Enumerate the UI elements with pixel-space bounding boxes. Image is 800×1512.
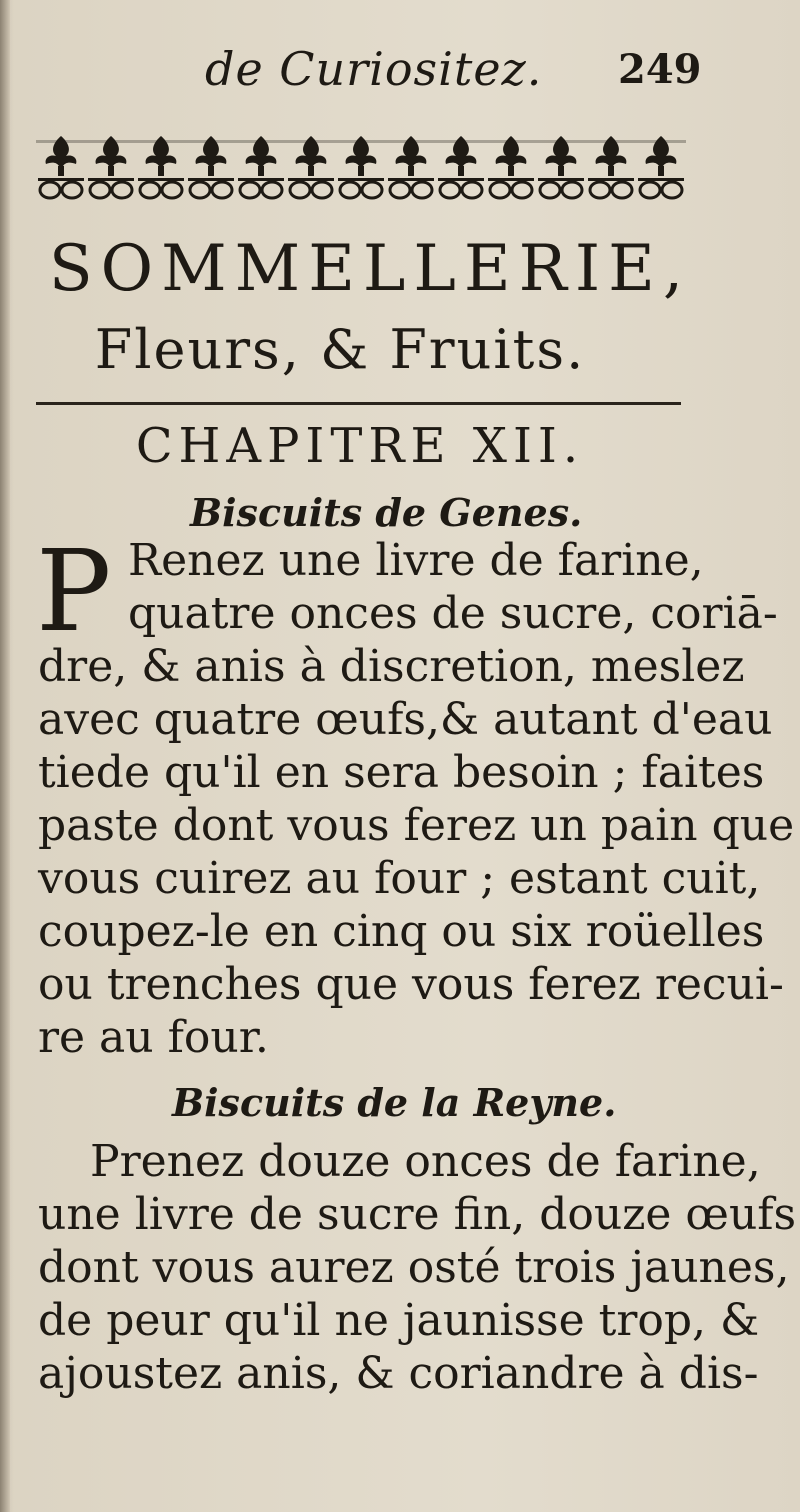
drop-cap: P: [36, 527, 112, 657]
recipe-title-biscuits-de-la-reyne: Biscuits de la Reyne.: [172, 1080, 617, 1125]
fleuron-ornament-band: [36, 132, 686, 214]
recipe-body-biscuits-de-genes: [36, 527, 795, 1064]
section-title: SOMMELLERIE,: [48, 232, 692, 306]
running-head: de Curiositez.: [205, 42, 543, 96]
text-line: dre, & anis à discretion, meslez: [38, 641, 745, 692]
text-line: ou trenches que vous ferez recui-: [38, 959, 784, 1010]
text-line: ajoustez anis, & coriandre à dis-: [38, 1348, 759, 1399]
text-line: paste dont vous ferez un pain que: [38, 800, 795, 851]
text-line: avec quatre œufs,& autant d'eau: [38, 694, 773, 745]
page-header: [40, 36, 760, 116]
text-line: de peur qu'il ne jaunisse trop, &: [38, 1295, 760, 1346]
text-line: Prenez douze onces de farine,: [90, 1136, 761, 1187]
chapter-number: XII.: [472, 418, 585, 474]
page-number: 249: [618, 46, 702, 93]
chapter-heading: [0, 418, 720, 474]
text-line: vous cuirez au four ; estant cuit,: [38, 853, 761, 904]
page-gutter-shadow: [0, 0, 10, 1512]
text-line: tiede qu'il en sera besoin ; faites: [38, 747, 765, 798]
recipe-title-biscuits-de-genes: Biscuits de Genes.: [190, 490, 583, 535]
text-line: coupez-le en cinq ou six roüelles: [38, 906, 765, 957]
text-line: re au four.: [38, 1012, 269, 1063]
text-line: dont vous aurez osté trois jaunes,: [38, 1242, 790, 1293]
text-line: quatre onces de sucre, coriā-: [128, 588, 778, 639]
text-line: une livre de sucre fin, douze œufs: [38, 1189, 797, 1240]
recipe-body-biscuits-de-la-reyne: [38, 1135, 797, 1400]
horizontal-rule: [36, 402, 681, 405]
text-line: Renez une livre de farine,: [128, 535, 704, 586]
chapter-label: CHAPITRE: [135, 418, 452, 474]
section-subtitle: Fleurs, & Fruits.: [94, 318, 586, 381]
